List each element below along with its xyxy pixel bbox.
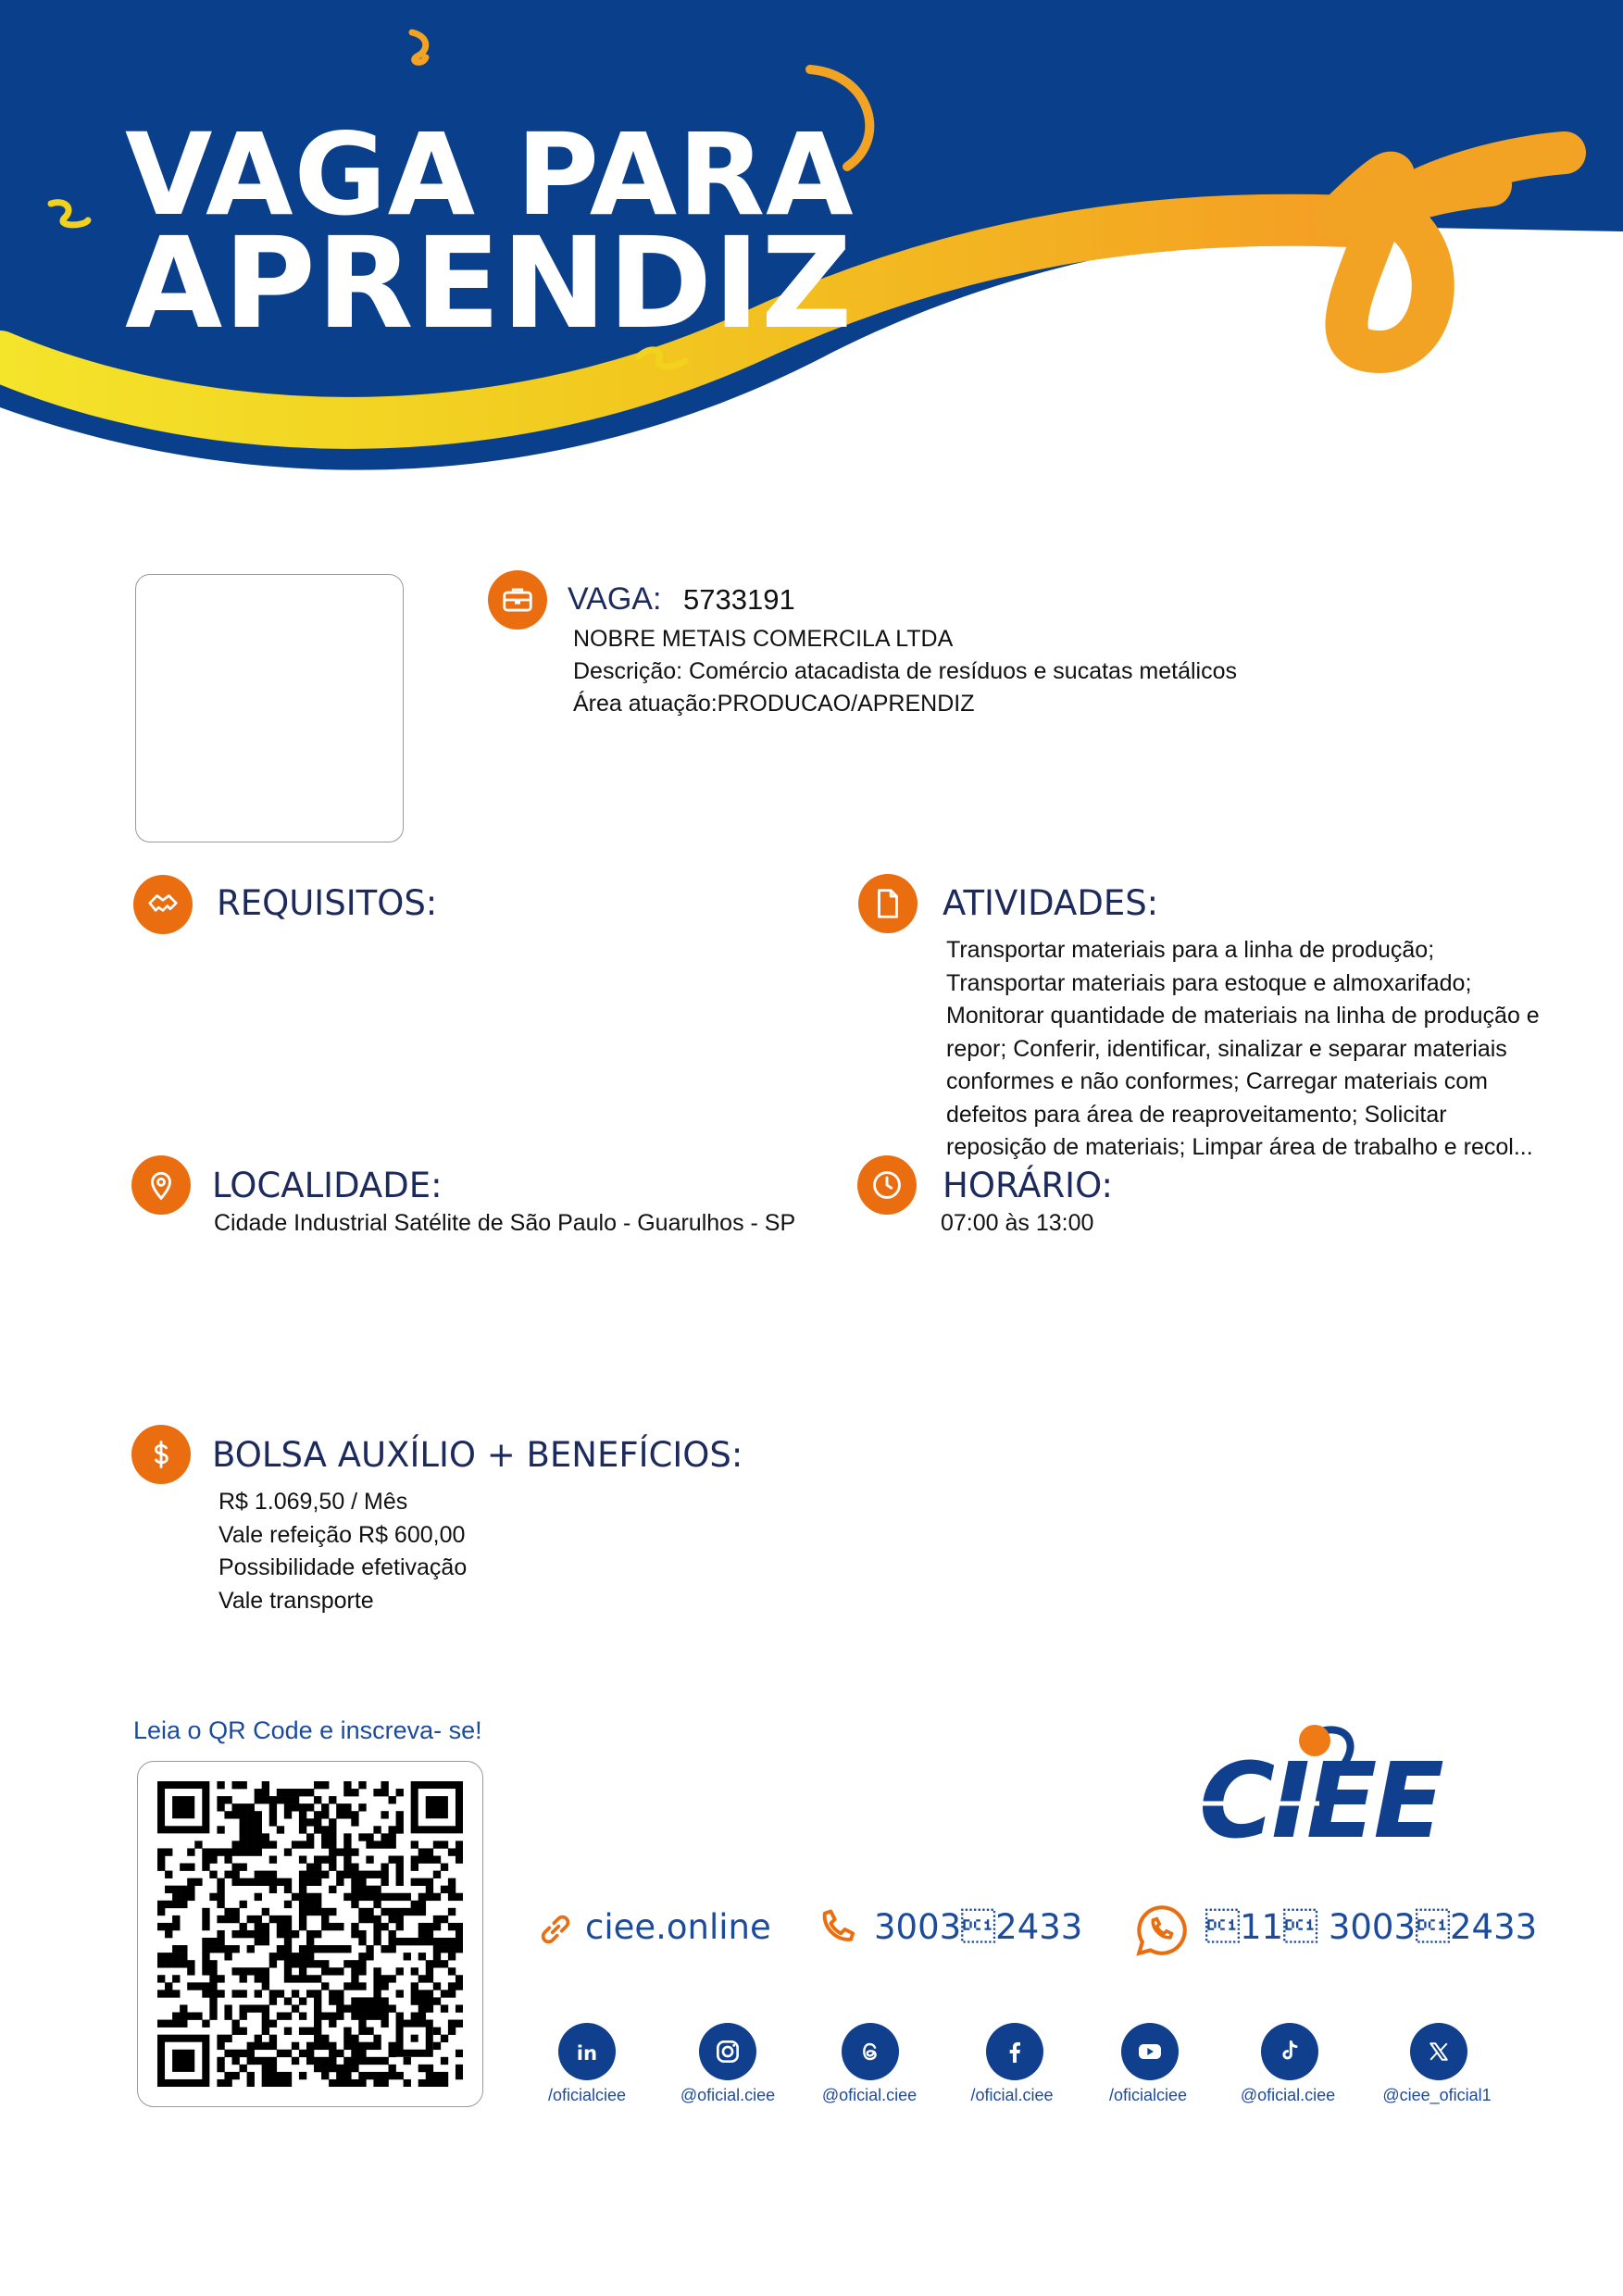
- social-handle[interactable]: /oficialciee: [1108, 2086, 1188, 2104]
- document-icon: [858, 874, 918, 933]
- bolsa-title: BOLSA AUXÍLIO + BENEFÍCIOS:: [212, 1435, 743, 1475]
- qr-code-icon: [157, 1781, 463, 2087]
- vaga-label: VAGA:: [568, 581, 662, 617]
- bolsa-line: Possibilidade efetivação: [218, 1554, 468, 1580]
- atividades-line: Transportar materiais para estoque e almoxarifado;: [946, 969, 1472, 996]
- bolsa-line: Vale refeição R$ 600,00: [218, 1521, 466, 1548]
- bolsa-line: Vale transporte: [218, 1587, 374, 1614]
- social-handle[interactable]: @oficial.ciee: [1240, 2086, 1336, 2104]
- atividades-line: conformes e não conformes; Carregar materiais com: [946, 1068, 1488, 1094]
- social-handle[interactable]: @oficial.ciee: [821, 2086, 918, 2104]
- vaga-number: 5733191: [683, 583, 795, 616]
- bolsa-list: [218, 1486, 467, 1617]
- social-handle[interactable]: /oficial.ciee: [970, 2086, 1054, 2104]
- atividades-line: defeitos para área de reaproveitamento; Solicitar: [946, 1101, 1447, 1128]
- atividades-line: repor; Conferir, identificar, sinalizar e separar materiais: [946, 1035, 1507, 1062]
- atividades-line: reposição de materiais; Limpar área de trabalho e recol...: [946, 1134, 1533, 1160]
- ciee-logo: [1180, 1715, 1495, 1844]
- localidade-value: Cidade Industrial Satélite de São Paulo - Guarulhos - SP: [214, 1210, 796, 1236]
- tiktok-icon[interactable]: [1261, 2023, 1318, 2080]
- requisitos-title: REQUISITOS:: [217, 883, 438, 923]
- x-icon[interactable]: [1410, 2023, 1467, 2080]
- title-line-2: APRENDIZ: [125, 211, 854, 357]
- horario-title: HORÁRIO:: [943, 1166, 1114, 1205]
- area-atuacao: Área atuação:PRODUCAO/APRENDIZ: [573, 691, 975, 717]
- ciee-logo-text: CIEE: [1199, 1741, 1441, 1844]
- title-line-1: VAGA PARA: [125, 109, 855, 241]
- link-icon: [537, 1909, 574, 1954]
- linkedin-icon[interactable]: [558, 2023, 616, 2080]
- location-pin-icon: [131, 1155, 191, 1215]
- qr-code[interactable]: [137, 1761, 483, 2107]
- qr-caption: Leia o QR Code e inscreva- se!: [133, 1716, 482, 1744]
- whatsapp-icon: [1131, 1900, 1192, 1965]
- threads-icon[interactable]: [842, 2023, 899, 2080]
- atividades-text: [946, 934, 1540, 1165]
- atividades-line: Transportar materiais para a linha de produção;: [946, 937, 1435, 963]
- phone-number[interactable]: 30032433: [874, 1907, 1083, 1947]
- handshake-icon: [133, 875, 193, 934]
- localidade-title: LOCALIDADE:: [212, 1166, 443, 1205]
- svg-text:in: in: [576, 2041, 598, 2065]
- clock-icon: [857, 1155, 917, 1215]
- whatsapp-number[interactable]: 11 30032433: [1205, 1907, 1538, 1947]
- social-handle[interactable]: @oficial.ciee: [680, 2086, 776, 2104]
- phone-icon: [815, 1905, 863, 1958]
- social-handle[interactable]: /oficialciee: [547, 2086, 627, 2104]
- company-name: NOBRE METAIS COMERCILA LTDA: [573, 626, 954, 652]
- instagram-icon[interactable]: [699, 2023, 756, 2080]
- horario-value: 07:00 às 13:00: [941, 1210, 1094, 1236]
- youtube-icon[interactable]: [1121, 2023, 1179, 2080]
- facebook-icon[interactable]: [986, 2023, 1043, 2080]
- company-description: Descrição: Comércio atacadista de resíduos e sucatas metálicos: [573, 658, 1237, 684]
- company-photo-placeholder: [135, 574, 404, 842]
- briefcase-icon: [488, 570, 547, 630]
- social-handle[interactable]: @ciee_oficial1: [1382, 2086, 1492, 2104]
- atividades-title: ATIVIDADES:: [943, 883, 1159, 923]
- website-link[interactable]: ciee.online: [585, 1907, 771, 1947]
- dollar-icon: [131, 1425, 191, 1484]
- bolsa-line: R$ 1.069,50 / Mês: [218, 1489, 408, 1515]
- atividades-line: Monitorar quantidade de materiais na linha de produção e: [946, 1003, 1540, 1029]
